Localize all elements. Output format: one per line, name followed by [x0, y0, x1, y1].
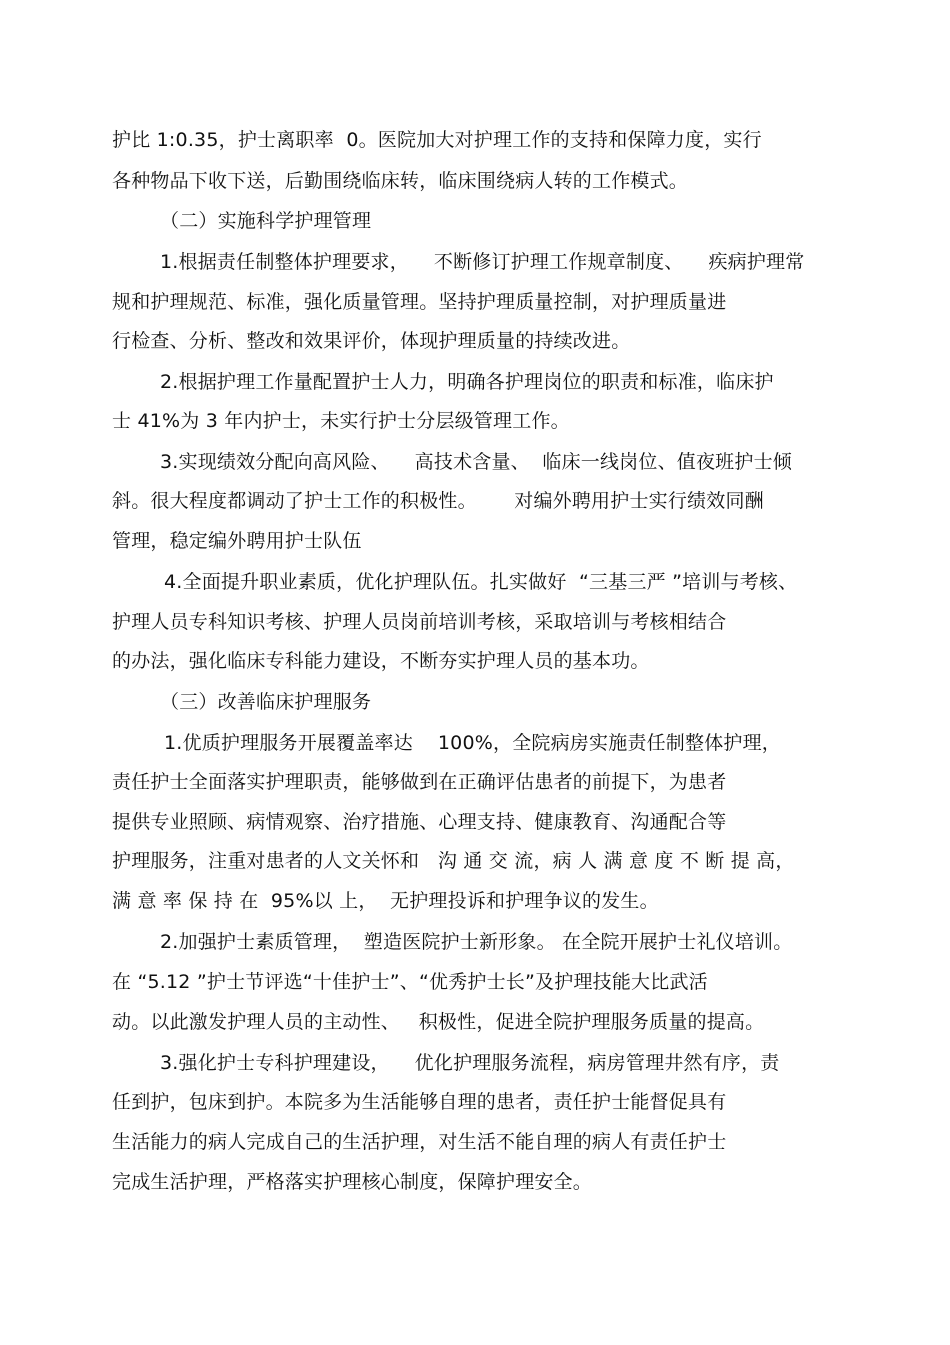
- text-line: 规和护理规范、标准，强化质量管理。坚持护理质量控制，对护理质量进: [112, 291, 727, 313]
- text-line: 1.根据责任制整体护理要求， 不断修订护理工作规章制度、 疾病护理常: [160, 251, 805, 273]
- text-line: 生活能力的病人完成自己的生活护理，对生活不能自理的病人有责任护士: [112, 1131, 727, 1153]
- text-line: 责任护士全面落实护理职责，能够做到在正确评估患者的前提下，为患者: [112, 771, 727, 793]
- text-line: 在 “5.12 ”护士节评选“十佳护士”、“优秀护士长”及护理技能大比武活: [112, 971, 708, 993]
- text-line: 满 意 率 保 持 在 95%以 上， 无护理投诉和护理争议的发生。: [112, 890, 659, 912]
- text-line: 管理，稳定编外聘用护士队伍: [112, 530, 362, 552]
- text-line: 3.实现绩效分配向高风险、 高技术含量、 临床一线岗位、值夜班护士倾: [160, 451, 792, 473]
- text-line: 士 41%为 3 年内护士，未实行护士分层级管理工作。: [112, 410, 570, 432]
- text-line: 任到护，包床到护。本院多为生活能够自理的患者，责任护士能督促具有: [112, 1091, 727, 1113]
- text-line: 护理服务，注重对患者的人文关怀和 沟 通 交 流，病 人 满 意 度 不 断 提 高，: [112, 850, 795, 872]
- text-line: 3.强化护士专科护理建设， 优化护理服务流程，病房管理井然有序，责: [160, 1052, 780, 1074]
- section-heading: （三）改善临床护理服务: [160, 691, 372, 713]
- text-line: 2.根据护理工作量配置护士人力，明确各护理岗位的职责和标准，临床护: [160, 371, 774, 393]
- text-line: 2.加强护士素质管理， 塑造医院护士新形象。 在全院开展护士礼仪培训。: [160, 931, 793, 953]
- text-line: 行检查、分析、整改和效果评价，体现护理质量的持续改进。: [112, 330, 631, 352]
- text-line: 护理人员专科知识考核、护理人员岗前培训考核，采取培训与考核相结合: [112, 611, 727, 633]
- text-line: 的办法，强化临床专科能力建设，不断夯实护理人员的基本功。: [112, 650, 650, 672]
- text-line: 护比 1:0.35，护士离职率 0。医院加大对护理工作的支持和保障力度，实行: [112, 129, 762, 151]
- section-heading: （二）实施科学护理管理: [160, 210, 372, 232]
- text-line: 完成生活护理，严格落实护理核心制度，保障护理安全。: [112, 1171, 593, 1193]
- text-line: 4.全面提升职业素质，优化护理队伍。扎实做好 “三基三严 ”培训与考核、: [164, 571, 798, 593]
- text-line: 动。以此激发护理人员的主动性、 积极性，促进全院护理服务质量的提高。: [112, 1011, 765, 1033]
- text-line: 斜。很大程度都调动了护士工作的积极性。 对编外聘用护士实行绩效同酬: [112, 490, 764, 512]
- text-line: 各种物品下收下送，后勤围绕临床转，临床围绕病人转的工作模式。: [112, 170, 689, 192]
- text-line: 提供专业照顾、病情观察、治疗措施、心理支持、健康教育、沟通配合等: [112, 811, 727, 833]
- text-line: 1.优质护理服务开展覆盖率达 100%，全院病房实施责任制整体护理，: [164, 732, 782, 754]
